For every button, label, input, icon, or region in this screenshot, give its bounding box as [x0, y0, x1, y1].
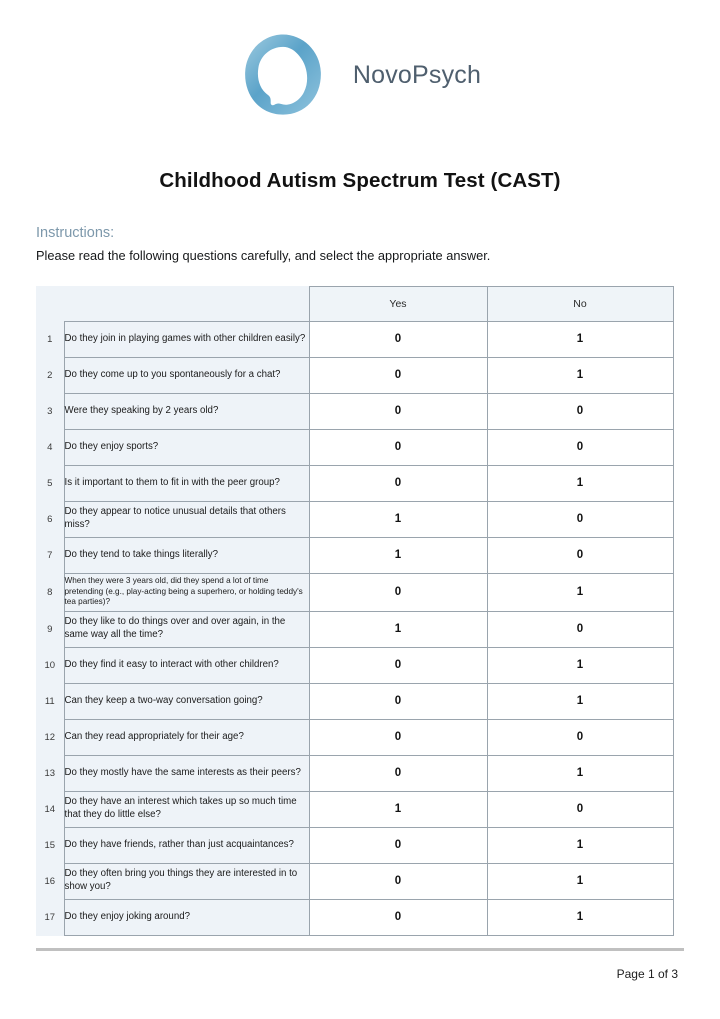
table-row — [36, 321, 673, 357]
row-number: 12 — [36, 719, 64, 755]
answer-option-no[interactable]: 0 — [487, 393, 673, 429]
row-number: 9 — [36, 611, 64, 647]
answer-option-no[interactable]: 1 — [487, 899, 673, 935]
answer-option-yes[interactable]: 0 — [309, 357, 487, 393]
answer-option-yes[interactable]: 1 — [309, 611, 487, 647]
table-row — [36, 611, 673, 647]
answer-option-no[interactable]: 1 — [487, 647, 673, 683]
header-number-blank — [36, 286, 64, 321]
row-number: 1 — [36, 321, 64, 357]
answer-option-yes[interactable]: 0 — [309, 719, 487, 755]
answer-option-no[interactable]: 0 — [487, 537, 673, 573]
table-row — [36, 465, 673, 501]
answer-option-no[interactable]: 1 — [487, 573, 673, 611]
answer-option-no[interactable]: 1 — [487, 863, 673, 899]
answer-option-no[interactable]: 0 — [487, 429, 673, 465]
instructions-text: Please read the following questions carefully, and select the appropriate answer. — [36, 248, 491, 263]
table-row — [36, 393, 673, 429]
question-text: Can they keep a two-way conversation going? — [64, 683, 309, 719]
question-text: Do they appear to notice unusual details that others miss? — [64, 501, 309, 537]
question-text: Do they have an interest which takes up so much time that they do little else? — [64, 791, 309, 827]
answer-option-yes[interactable]: 0 — [309, 429, 487, 465]
table-header-row — [36, 286, 673, 321]
brand-name: NovoPsych — [352, 60, 482, 89]
row-number: 13 — [36, 755, 64, 791]
table-row — [36, 501, 673, 537]
table-row — [36, 357, 673, 393]
answer-option-no[interactable]: 0 — [487, 791, 673, 827]
row-number: 8 — [36, 573, 64, 611]
table-row — [36, 429, 673, 465]
answer-option-no[interactable]: 1 — [487, 755, 673, 791]
column-header-yes: Yes — [309, 286, 487, 321]
questionnaire-table — [36, 286, 674, 936]
answer-option-yes[interactable]: 0 — [309, 573, 487, 611]
row-number: 11 — [36, 683, 64, 719]
question-text: Do they join in playing games with other children easily? — [64, 321, 309, 357]
header-question-blank — [64, 286, 309, 321]
question-text: Do they like to do things over and over again, in the same way all the time? — [64, 611, 309, 647]
row-number: 5 — [36, 465, 64, 501]
row-number: 10 — [36, 647, 64, 683]
answer-option-yes[interactable]: 0 — [309, 827, 487, 863]
answer-option-yes[interactable]: 0 — [309, 465, 487, 501]
answer-option-yes[interactable]: 0 — [309, 683, 487, 719]
answer-option-yes[interactable]: 0 — [309, 321, 487, 357]
table-row — [36, 573, 673, 611]
question-text: Do they find it easy to interact with other children? — [64, 647, 309, 683]
row-number: 16 — [36, 863, 64, 899]
answer-option-no[interactable]: 0 — [487, 501, 673, 537]
question-text: Do they tend to take things literally? — [64, 537, 309, 573]
questionnaire-rows — [36, 321, 673, 935]
question-text: Do they come up to you spontaneously for a chat? — [64, 357, 309, 393]
page-title: Childhood Autism Spectrum Test (CAST) — [159, 169, 561, 192]
answer-option-yes[interactable]: 0 — [309, 755, 487, 791]
question-text: Do they often bring you things they are interested in to show you? — [64, 863, 309, 899]
table-row — [36, 683, 673, 719]
answer-option-yes[interactable]: 0 — [309, 393, 487, 429]
row-number: 17 — [36, 899, 64, 935]
row-number: 4 — [36, 429, 64, 465]
question-text: Do they enjoy joking around? — [64, 899, 309, 935]
table-row — [36, 647, 673, 683]
answer-option-yes[interactable]: 0 — [309, 647, 487, 683]
question-text: Do they mostly have the same interests as their peers? — [64, 755, 309, 791]
row-number: 6 — [36, 501, 64, 537]
question-text: Can they read appropriately for their age? — [64, 719, 309, 755]
row-number: 2 — [36, 357, 64, 393]
table-row — [36, 827, 673, 863]
head-silhouette-ring-logo-icon — [239, 31, 327, 119]
page-footer — [36, 948, 684, 981]
answer-option-no[interactable]: 0 — [487, 719, 673, 755]
column-header-no: No — [487, 286, 673, 321]
answer-option-yes[interactable]: 0 — [309, 899, 487, 935]
row-number: 14 — [36, 791, 64, 827]
answer-option-yes[interactable]: 1 — [309, 791, 487, 827]
table-row — [36, 537, 673, 573]
row-number: 15 — [36, 827, 64, 863]
table-row — [36, 791, 673, 827]
answer-option-no[interactable]: 1 — [487, 465, 673, 501]
answer-option-no[interactable]: 1 — [487, 357, 673, 393]
answer-option-no[interactable]: 1 — [487, 321, 673, 357]
answer-option-yes[interactable]: 1 — [309, 501, 487, 537]
answer-option-no[interactable]: 1 — [487, 683, 673, 719]
question-text: Do they enjoy sports? — [64, 429, 309, 465]
table-row — [36, 755, 673, 791]
question-text: When they were 3 years old, did they spend a lot of time pretending (e.g., play-acting being a superhero, or holding teddy's tea parties)? — [64, 573, 309, 611]
question-text: Were they speaking by 2 years old? — [64, 393, 309, 429]
table-row — [36, 863, 673, 899]
answer-option-yes[interactable]: 0 — [309, 863, 487, 899]
table-row — [36, 719, 673, 755]
instructions-heading: Instructions: — [36, 225, 115, 241]
brand-header — [36, 0, 684, 150]
row-number: 3 — [36, 393, 64, 429]
answer-option-no[interactable]: 0 — [487, 611, 673, 647]
answer-option-no[interactable]: 1 — [487, 827, 673, 863]
table-row — [36, 899, 673, 935]
answer-option-yes[interactable]: 1 — [309, 537, 487, 573]
instructions-section — [36, 225, 684, 265]
footer-divider — [36, 948, 684, 951]
question-text: Do they have friends, rather than just acquaintances? — [64, 827, 309, 863]
question-text: Is it important to them to fit in with the peer group? — [64, 465, 309, 501]
page-number-label: Page 1 of 3 — [616, 967, 678, 981]
row-number: 7 — [36, 537, 64, 573]
